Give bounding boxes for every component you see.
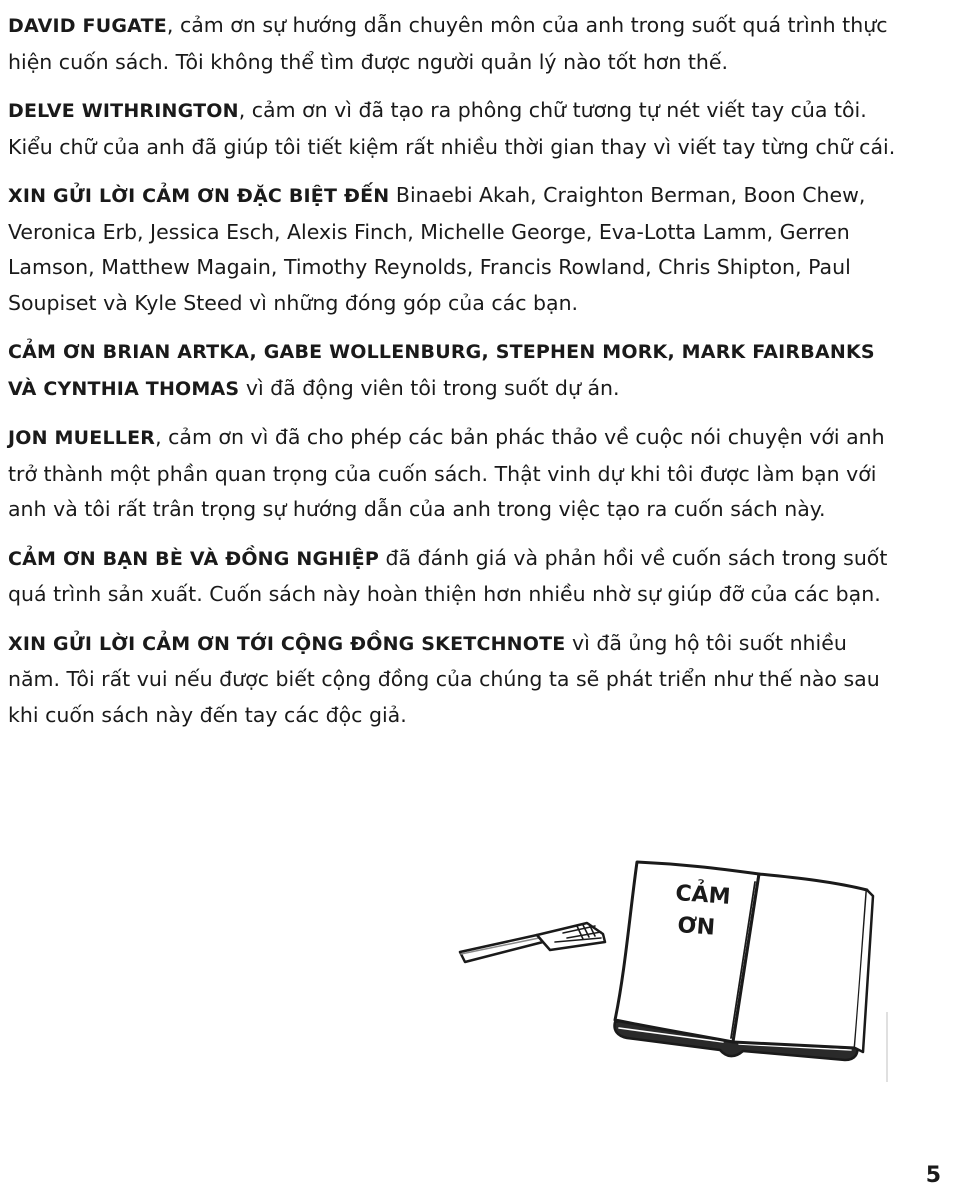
- paragraph-lead: JON MUELLER: [8, 427, 156, 449]
- paragraph-lead: CẢM ƠN BRIAN ARTKA, GABE WOLLENBURG, STEPHEN MORK, MARK FAIRBANKS VÀ CYNTHIA THOMAS: [8, 341, 875, 400]
- paragraph-delve-withrington: [8, 93, 898, 165]
- acknowledgements-text: [8, 8, 898, 746]
- thank-you-illustration: [455, 852, 895, 1087]
- paragraph-special-thanks: [8, 178, 898, 321]
- paragraph-david-fugate: [8, 8, 898, 80]
- paragraph-encouragement: [8, 334, 898, 407]
- paragraph-lead: XIN GỬI LỜI CẢM ƠN TỚI CỘNG ĐỒNG SKETCHNOTE: [8, 632, 566, 655]
- paragraph-lead: XIN GỬI LỜI CẢM ƠN ĐẶC BIỆT ĐẾN: [8, 185, 390, 207]
- notebook-icon: [615, 862, 874, 1060]
- paragraph-text: Binaebi Akah, Craighton Berman, Boon Chew, Veronica Erb, Jessica Esch, Alexis Finch, Michelle George, Eva-Lotta Lamm, Gerren Lamson, Matthew Magain, Timothy Reynolds, Francis Rowland, Chris Shipton, Paul Soupiset và Kyle Steed vì những đóng góp của các bạn.: [8, 183, 866, 315]
- paragraph-sketchnote-community: [8, 626, 898, 734]
- page-number: 5: [925, 1163, 941, 1188]
- paragraph-text: , cảm ơn sự hướng dẫn chuyên môn của anh trong suốt quá trình thực hiện cuốn sách. Tôi không thể tìm được người quản lý nào tốt hơn thế.: [8, 13, 888, 74]
- paragraph-text: vì đã động viên tôi trong suốt dự án.: [239, 375, 620, 400]
- paragraph-jon-mueller: [8, 420, 898, 528]
- notebook-text-line1: CẢM: [674, 881, 732, 910]
- paragraph-friends-colleagues: [8, 541, 898, 613]
- notebook-text-line2: ƠN: [676, 913, 716, 941]
- paragraph-text: , cảm ơn vì đã tạo ra phông chữ tương tự nét viết tay của tôi. Kiểu chữ của anh đã giúp tôi tiết kiệm rất nhiều thời gian thay vì viết tay từng chữ cái.: [8, 98, 896, 159]
- pen-icon: [460, 923, 605, 962]
- paragraph-text: đã đánh giá và phản hồi về cuốn sách trong suốt quá trình sản xuất. Cuốn sách này hoàn thiện hơn nhiều nhờ sự giúp đỡ của các bạn.: [8, 545, 888, 606]
- paragraph-text: , cảm ơn vì đã cho phép các bản phác thảo về cuộc nói chuyện với anh trở thành một phần quan trọng của cuốn sách. Thật vinh dự khi tôi được làm bạn với anh và tôi rất trân trọng sự hướng dẫn của anh trong việc tạo ra cuốn sách này.: [8, 425, 885, 521]
- paragraph-text: vì đã ủng hộ tôi suốt nhiều năm. Tôi rất vui nếu được biết cộng đồng của chúng ta sẽ phát triển như thế nào sau khi cuốn sách này đến tay các độc giả.: [8, 630, 880, 727]
- paragraph-lead: DAVID FUGATE: [8, 15, 167, 37]
- paragraph-lead: CẢM ƠN BẠN BÈ VÀ ĐỒNG NGHIỆP: [8, 547, 379, 570]
- paragraph-lead: DELVE WITHRINGTON: [8, 100, 239, 122]
